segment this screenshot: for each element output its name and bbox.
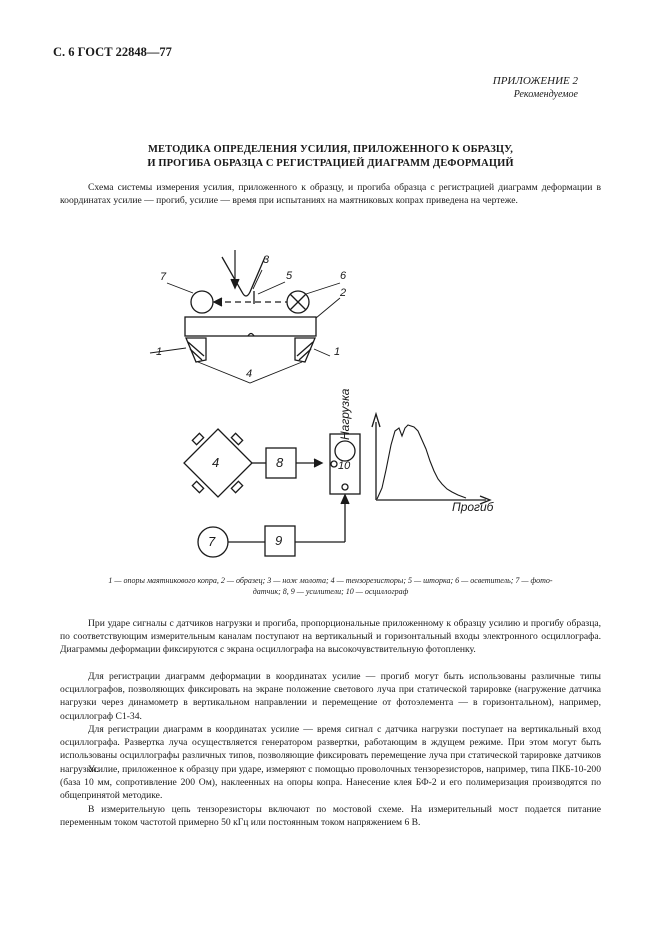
body-paragraph-2: Для регистрации диаграмм деформации в координатах усилие — прогиб могут быть использованы различные типы осциллографов, позволяющих фиксировать на экране положение светового луча при статической тарировке (нагружение датчика нагрузки через динамометр в вертикальном направлении и перемещение от фотоэлемента — в горизонтальном), например, осциллограф С1-34.	[60, 671, 601, 722]
page-header: С. 6 ГОСТ 22848—77	[53, 45, 172, 59]
caption-line-1: 1 — опоры маятникового копра, 2 — образец; 3 — нож молота; 4 — тензорезисторы; 5 — шторка; 6 — осветитель; 7 — фото-	[108, 576, 553, 585]
appendix-status: Рекомендуемое	[513, 89, 578, 100]
label-7-lower: 7	[208, 534, 216, 549]
label-8: 8	[276, 455, 284, 470]
caption-line-2: датчик; 8, 9 — усилители; 10 — осциллограф	[252, 587, 409, 596]
body-paragraph-4: Усилие, приложенное к образцу при ударе, измеряют с помощью проволочных тензорезисторов, например, типа ПКБ-10-200 (база 10 мм, сопротивление 200 Ом), наклеенных на опоры копра. Нанесение клея БФ-2 и его полимеризация производятся по общепринятой методике.	[60, 764, 601, 802]
title-line-2: И ПРОГИБА ОБРАЗЦА С РЕГИСТРАЦИЕЙ ДИАГРАММ ДЕФОРМАЦИЙ	[147, 157, 514, 169]
label-5: 5	[286, 270, 293, 282]
label-10: 10	[338, 460, 351, 472]
intro-paragraph: Схема системы измерения усилия, приложенного к образцу, и прогиба образца с регистрацией диаграмм деформации в координатах усилие — прогиб, усилие — время при испытаниях на маятниковых копрах приведена на чертеже.	[60, 182, 601, 207]
label-1-left: 1	[156, 346, 163, 358]
label-6: 6	[340, 270, 347, 282]
title-line-1: МЕТОДИКА ОПРЕДЕЛЕНИЯ УСИЛИЯ, ПРИЛОЖЕННОГО К ОБРАЗЦУ,	[148, 144, 513, 155]
label-1-right: 1	[334, 346, 341, 358]
body-paragraph-3: Для регистрации диаграмм в координатах усилие — время сигнал с датчика нагрузки поступает на вертикальный вход осциллографа. Развертка луча осуществляется генератором развертки, работающим в ждущем режиме. При этом могут быть использованы осциллографы различных типов, позволяющие фиксировать перемещение луча при статической тарировке датчиков нагрузки.	[60, 724, 601, 775]
label-9: 9	[275, 533, 283, 548]
label-4-bridge: 4	[212, 455, 220, 470]
body-paragraph-1: При ударе сигналы с датчиков нагрузки и прогиба, пропорциональные приложенному к образцу усилию и прогибу образца, по соответствующим измерительным каналам поступают на вертикальный и горизонтальный входы электронного осциллографа. Диаграммы деформации фиксируются с экрана осциллографа на высокочувствительную фотопленку.	[60, 618, 601, 656]
appendix-title: ПРИЛОЖЕНИЕ 2	[492, 75, 578, 87]
figure-caption	[60, 575, 601, 597]
label-7: 7	[160, 271, 167, 283]
body-paragraph-5: В измерительную цепь тензорезисторы включают по мостовой схеме. На измерительный мост подается питание переменным током частотой примерно 50 кГц или постоянным током напряжением 6 В.	[60, 804, 601, 829]
graph-ylabel: Нагрузка	[338, 388, 352, 440]
label-2: 2	[340, 287, 347, 299]
graph-xlabel: Прогиб	[452, 500, 494, 514]
label-3: 3	[263, 254, 270, 266]
label-4-top: 4	[246, 368, 253, 380]
